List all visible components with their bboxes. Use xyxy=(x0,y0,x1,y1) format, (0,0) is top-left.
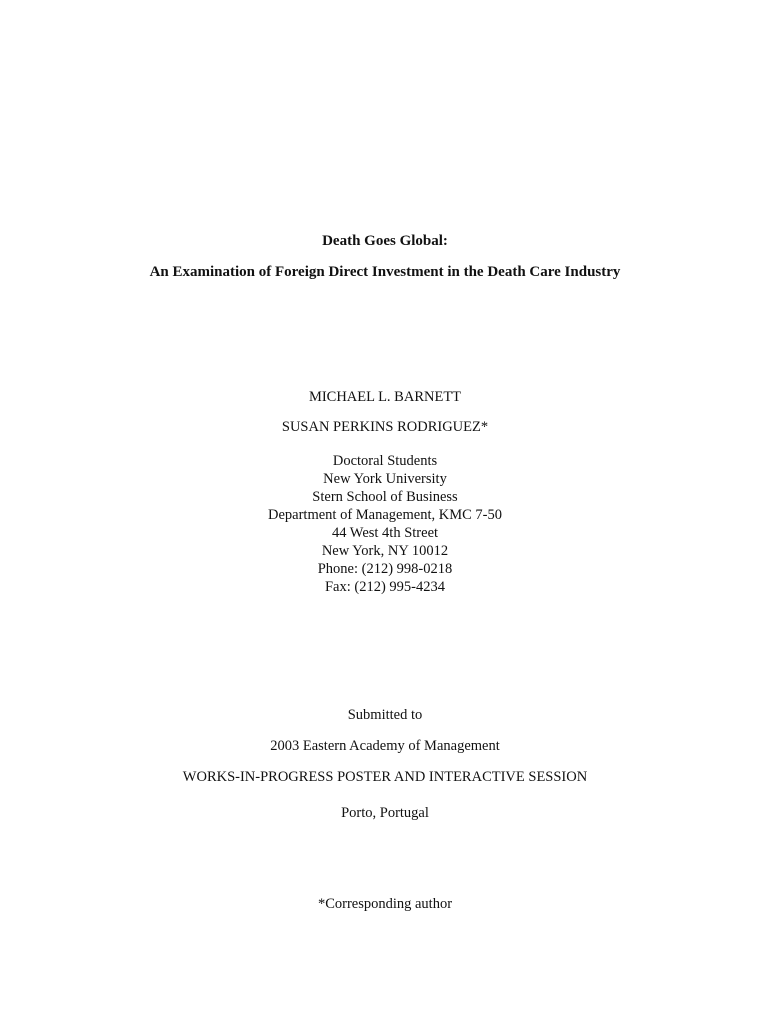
affiliation-line: Department of Management, KMC 7-50 xyxy=(268,507,502,523)
affiliation-line: New York University xyxy=(323,471,447,487)
session-name: WORKS-IN-PROGRESS POSTER AND INTERACTIVE SESSION xyxy=(182,769,588,785)
conference-name: 2003 Eastern Academy of Management xyxy=(270,738,500,754)
corresponding-author-note: *Corresponding author xyxy=(317,896,453,912)
submitted-to: Submitted to xyxy=(347,707,423,723)
affiliation-line: New York, NY 10012 xyxy=(321,543,449,559)
conference-location: Porto, Portugal xyxy=(341,805,429,821)
paper-subtitle: An Examination of Foreign Direct Investment in the Death Care Industry xyxy=(149,264,621,280)
affiliation-line: Stern School of Business xyxy=(312,489,458,505)
affiliation-line: Phone: (212) 998-0218 xyxy=(317,561,453,577)
affiliation-block xyxy=(0,452,770,596)
affiliation-line: Fax: (212) 995-4234 xyxy=(324,579,445,595)
paper-title: Death Goes Global: xyxy=(322,233,448,249)
author-name: SUSAN PERKINS RODRIGUEZ* xyxy=(281,419,489,435)
affiliation-line: 44 West 4th Street xyxy=(331,525,439,541)
author-name: MICHAEL L. BARNETT xyxy=(308,389,462,405)
affiliation-line: Doctoral Students xyxy=(332,453,438,469)
